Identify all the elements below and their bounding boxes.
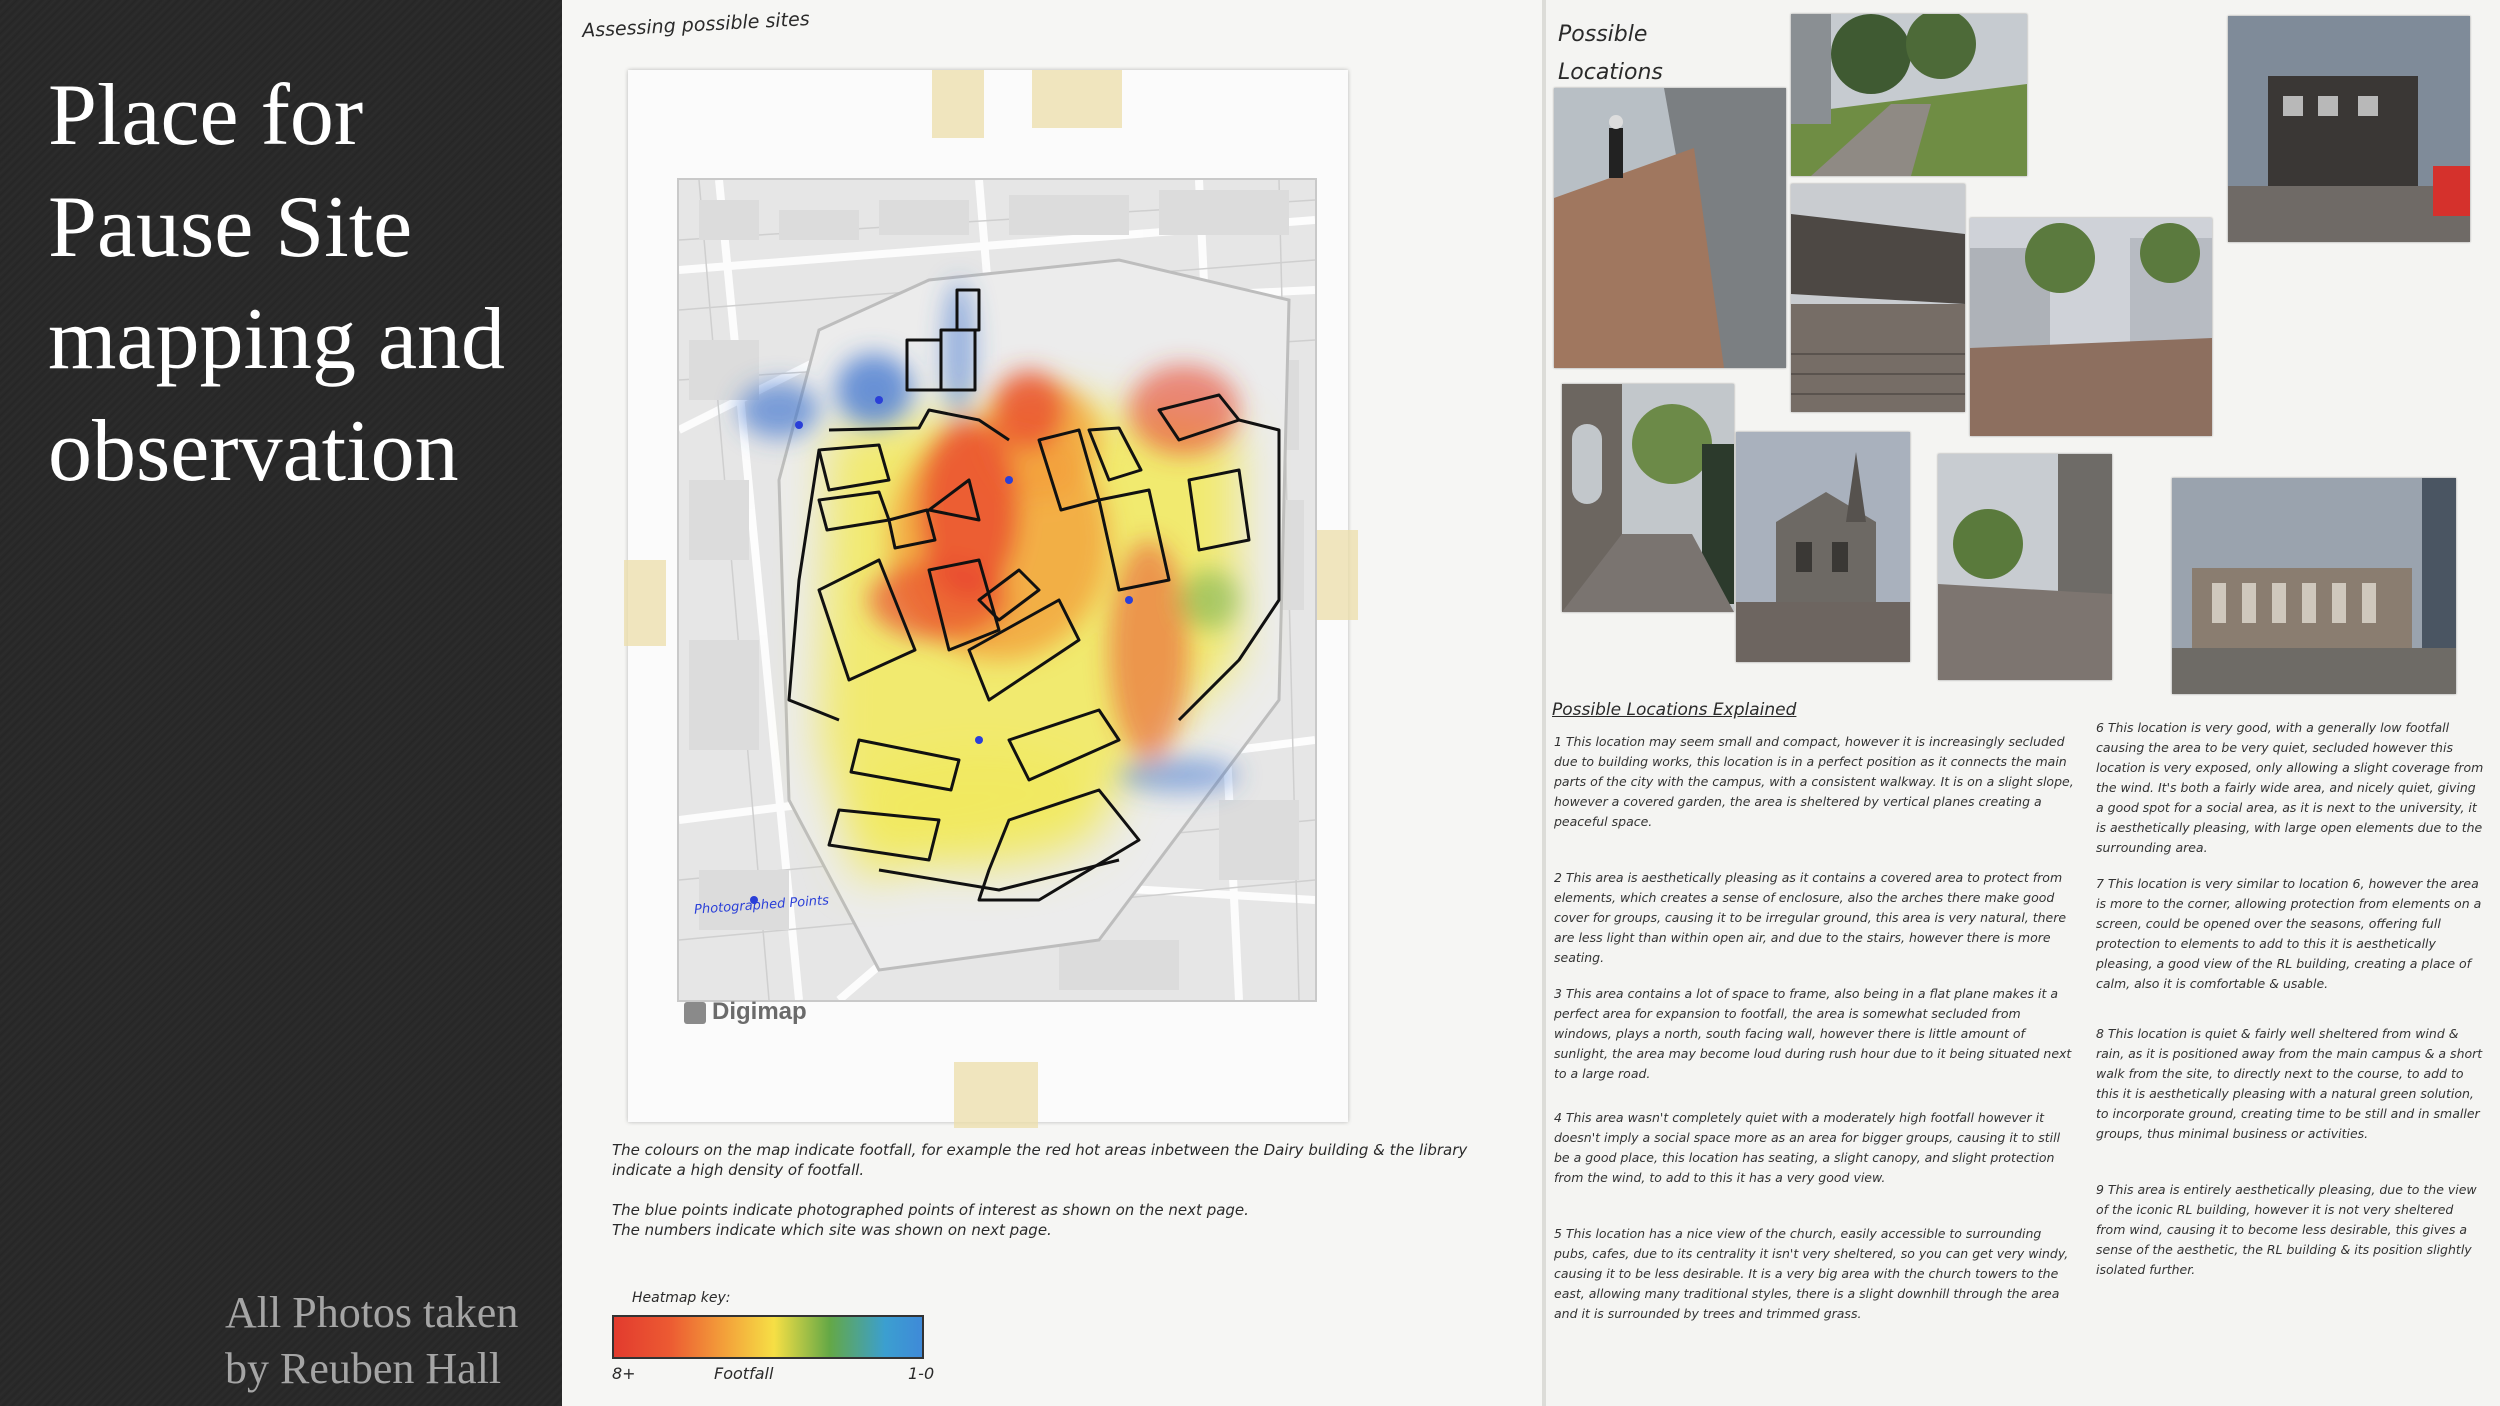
- location-photo-2: [1791, 14, 2027, 176]
- campus-heatmap-svg: [679, 180, 1315, 1000]
- photographed-points-note: Photographed Points: [693, 893, 830, 918]
- heatmap-key-footfall: Footfall: [714, 1364, 774, 1383]
- map-caption-points: The blue points indicate photographed points of interest as shown on the next page. The numbers indicate which site was shown on next page.: [612, 1201, 1249, 1239]
- tape: [624, 560, 666, 646]
- location-photo-8: [1938, 454, 2112, 680]
- campus-heatmap: [677, 178, 1317, 1002]
- heatmap-key-gradient: [612, 1315, 924, 1359]
- location-explanation-2: 2 This area is aesthetically pleasing as it contains a covered area to protect from elements, which creates a sense of enclosure, also the arches there make good cover for groups, causing it to be irregular ground, this area is very natural, there are less light than within open air, and due to the stairs, however there is more seating.: [1554, 870, 2067, 965]
- location-explanation-4: 4 This area wasn't completely quiet with a moderately high footfall however it doesn't imply a social space more as an area for bigger groups, causing it to still be a good place, this location has seating, a slight canopy, and slight protection from the wind, to add to this it has a very good view.: [1554, 1110, 2061, 1185]
- map-caption-colours: The colours on the map indicate footfall, for example the red hot areas inbetween the Dairy building & the library indicate a high density of footfall.: [612, 1141, 1468, 1179]
- possible-locations-heading: [1558, 16, 1663, 92]
- location-photo-3: [2228, 16, 2470, 242]
- location-explanation-3: 3 This area contains a lot of space to frame, also being in a flat plane makes it a perfect area for expansion to footfall, the area is somewhat secluded from windows, plays a north, south facing wall, however there is little amount of sunlight, the area may become loud during rush hour due to it being situated next to a large road.: [1554, 986, 2072, 1081]
- location-photo-9: [2172, 478, 2456, 694]
- sketchbook-spread: [562, 0, 2500, 1406]
- location-explanation-6: 6 This location is very good, with a generally low footfall causing the area to be very quiet, secluded however this location is very exposed, only allowing a slight coverage from the wind. It's both a fairly wide area, and nicely quiet, giving a good spot for a social area, as it is next to the university, it is aesthetically pleasing, with large open elements due to the surrounding area.: [2096, 720, 2484, 855]
- location-photo-6: [1562, 384, 1734, 612]
- location-explanation-9: 9 This area is entirely aesthetically pleasing, due to the view of the iconic RL building, however it is not very sheltered from wind, causing it to become less desirable, this gives a sense of the aesthetic, the RL building & its position slightly isolated further.: [2096, 1182, 2477, 1277]
- locations-explained-heading: Possible Locations Explained: [1552, 700, 1797, 720]
- location-explanation-8: 8 This location is quiet & fairly well sheltered from wind & rain, as it is positioned away from the main campus & a short walk from the site, to directly next to the course, to add to this it is aesthetically pleasing with a natural green solution, to incorporate ground, creating time to be still and in smaller groups, thus minimal business or activities.: [2096, 1026, 2483, 1141]
- title-panel: [0, 0, 562, 1406]
- location-explanation-7: 7 This location is very similar to location 6, however the area is more to the corner, allowing protection from elements on a screen, could be opened over the seasons, offering full protection to elements to add to this it is aesthetically pleasing, a good view of the RL building, creating a place of calm, also it is comfortable & usable.: [2096, 876, 2482, 991]
- location-photo-7: [1736, 432, 1910, 662]
- digimap-icon: [684, 1002, 706, 1024]
- location-photo-4: [1791, 184, 1965, 412]
- tape: [932, 70, 984, 138]
- location-explanation-5: 5 This location has a nice view of the church, easily accessible to surrounding pubs, cafes, due to its centrality it isn't very sheltered, so you can get very windy, causing it to be less desirable. It is a very big area with the church towers to the east, allowing many traditional styles, there is a slight downhill through the area and it is surrounded by trees and trimmed grass.: [1554, 1226, 2069, 1321]
- sketchbook-left-page: [562, 0, 1544, 1406]
- slide-title: Place for Pause Site mapping and observation: [48, 67, 506, 500]
- photo-credit: All Photos taken by Reuben Hall: [225, 1288, 519, 1393]
- location-explanation-1: 1 This location may seem small and compact, however it is increasingly secluded due to building works, this location is in a perfect position as it connects the main parts of the city with the campus, with a consistent walkway. It is on a slight slope, however a covered garden, the area is sheltered by vertical planes creating a peaceful space.: [1554, 734, 2074, 829]
- possible-locations-heading-line2: Locations: [1558, 60, 1663, 85]
- sketchbook-right-page: [1546, 0, 2500, 1406]
- heatmap-key-min: 8+: [612, 1364, 636, 1383]
- location-photo-5: [1970, 218, 2212, 436]
- tape: [1032, 70, 1122, 128]
- digimap-logo: [684, 998, 807, 1026]
- location-photo-1: [1554, 88, 1786, 368]
- heatmap-key-max: 1-0: [908, 1364, 935, 1383]
- tape: [954, 1062, 1038, 1128]
- left-page-heading: Assessing possible sites: [581, 8, 811, 42]
- digimap-brand: Digimap: [712, 998, 807, 1025]
- possible-locations-heading-line1: Possible: [1558, 22, 1648, 47]
- heatmap-key-label: Heatmap key:: [632, 1290, 731, 1306]
